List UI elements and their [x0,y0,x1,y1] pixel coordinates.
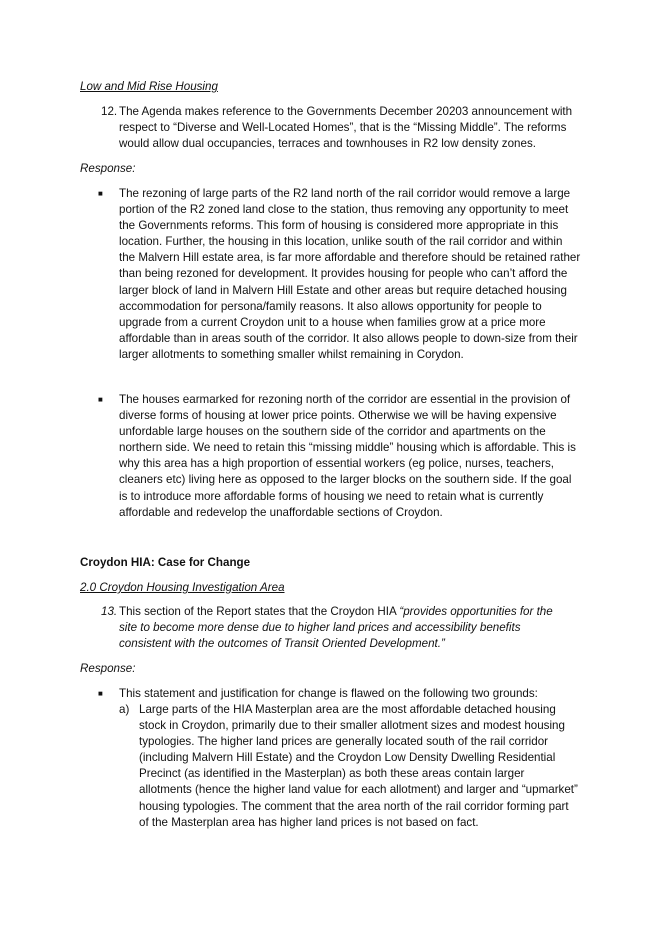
item-number: 12. [101,105,118,118]
response-label: Response: [80,662,136,675]
subsection-heading: 2.0 Croydon Housing Investigation Area [80,581,285,594]
sub-item-label: a) [119,703,130,716]
item-quote: “provides opportunities for the site to become more dense due to higher land prices and accessibility benefits consistent with the outcomes of Transit Oriented Development.” [119,605,553,651]
section-heading-case-for-change: Croydon HIA: Case for Change [80,556,251,569]
item-text: The Agenda makes reference to the Governments December 20203 announcement with respect to “Diverse and Well-Located Homes”, that is the “Missing Middle”. The reforms would allow dual occupancies, terraces and townhouses in R2 low density zones. [119,105,573,151]
bullet-icon: ■ [98,189,103,198]
bullet-text: This statement and justification for change is flawed on the following two grounds: [119,687,538,700]
item-text-intro: This section of the Report states that the Croydon HIA [119,605,400,618]
response-label: Response: [80,162,136,175]
bullet-icon: ■ [98,395,103,404]
bullet-text: The rezoning of large parts of the R2 land north of the rail corridor would remove a large portion of the R2 zoned land close to the station, thus removing any opportunity to meet the Governments reforms. This form of housing is considered more appropriate in this location. Further, the housing in this location, unlike south of the rail corridor and within the Malvern Hill estate area, is far more affordable and therefore should be retained rather than being rezoned for development. It provides housing for people who can’t afford the larger block of land in Malvern Hill Estate and other areas but require detached housing accommodation for persona/family reasons. It also allows opportunity for people to upgrade from a current Croydon unit to a house when families grow at a price more affordable than in areas south of the corridor. It also allows people to down-size from their larger allotments to something smaller whilst remaining in Corydon. [119,187,581,361]
sub-item-text: Large parts of the HIA Masterplan area are the most affordable detached housing stock in Croydon, primarily due to their smaller allotment sizes and modest housing typologies. The higher land prices are generally located south of the rail corridor (including Malvern Hill Estate) and the Croydon Low Density Dwelling Residential Precinct (as identified in the Masterplan) as both these areas contain larger allotments (hence the higher land value for each allotment) and larger and “upmarket” housing typologies. The comment that the area north of the rail corridor forming part of the Masterplan area has higher land prices is not based on fact. [139,703,578,829]
bullet-icon: ■ [98,689,103,698]
item-number: 13. [101,605,118,618]
section-heading-low-mid-rise: Low and Mid Rise Housing [80,80,218,93]
bullet-text: The houses earmarked for rezoning north of the corridor are essential in the provision of diverse forms of housing at lower price points. Otherwise we will be having expensive unfordable large houses on the southern side of the corridor and apartments on the northern side. We need to retain this “missing middle” housing which is affordable. This is why this area has a high proportion of essential workers (eg police, nurses, teachers, cleaners etc) living here as opposed to the larger blocks on the southern side. If the goal is to introduce more affordable forms of housing we need to retain what is currently affordable and redevelop the unaffordable sections of Croydon. [119,393,576,519]
item-text [119,604,573,652]
